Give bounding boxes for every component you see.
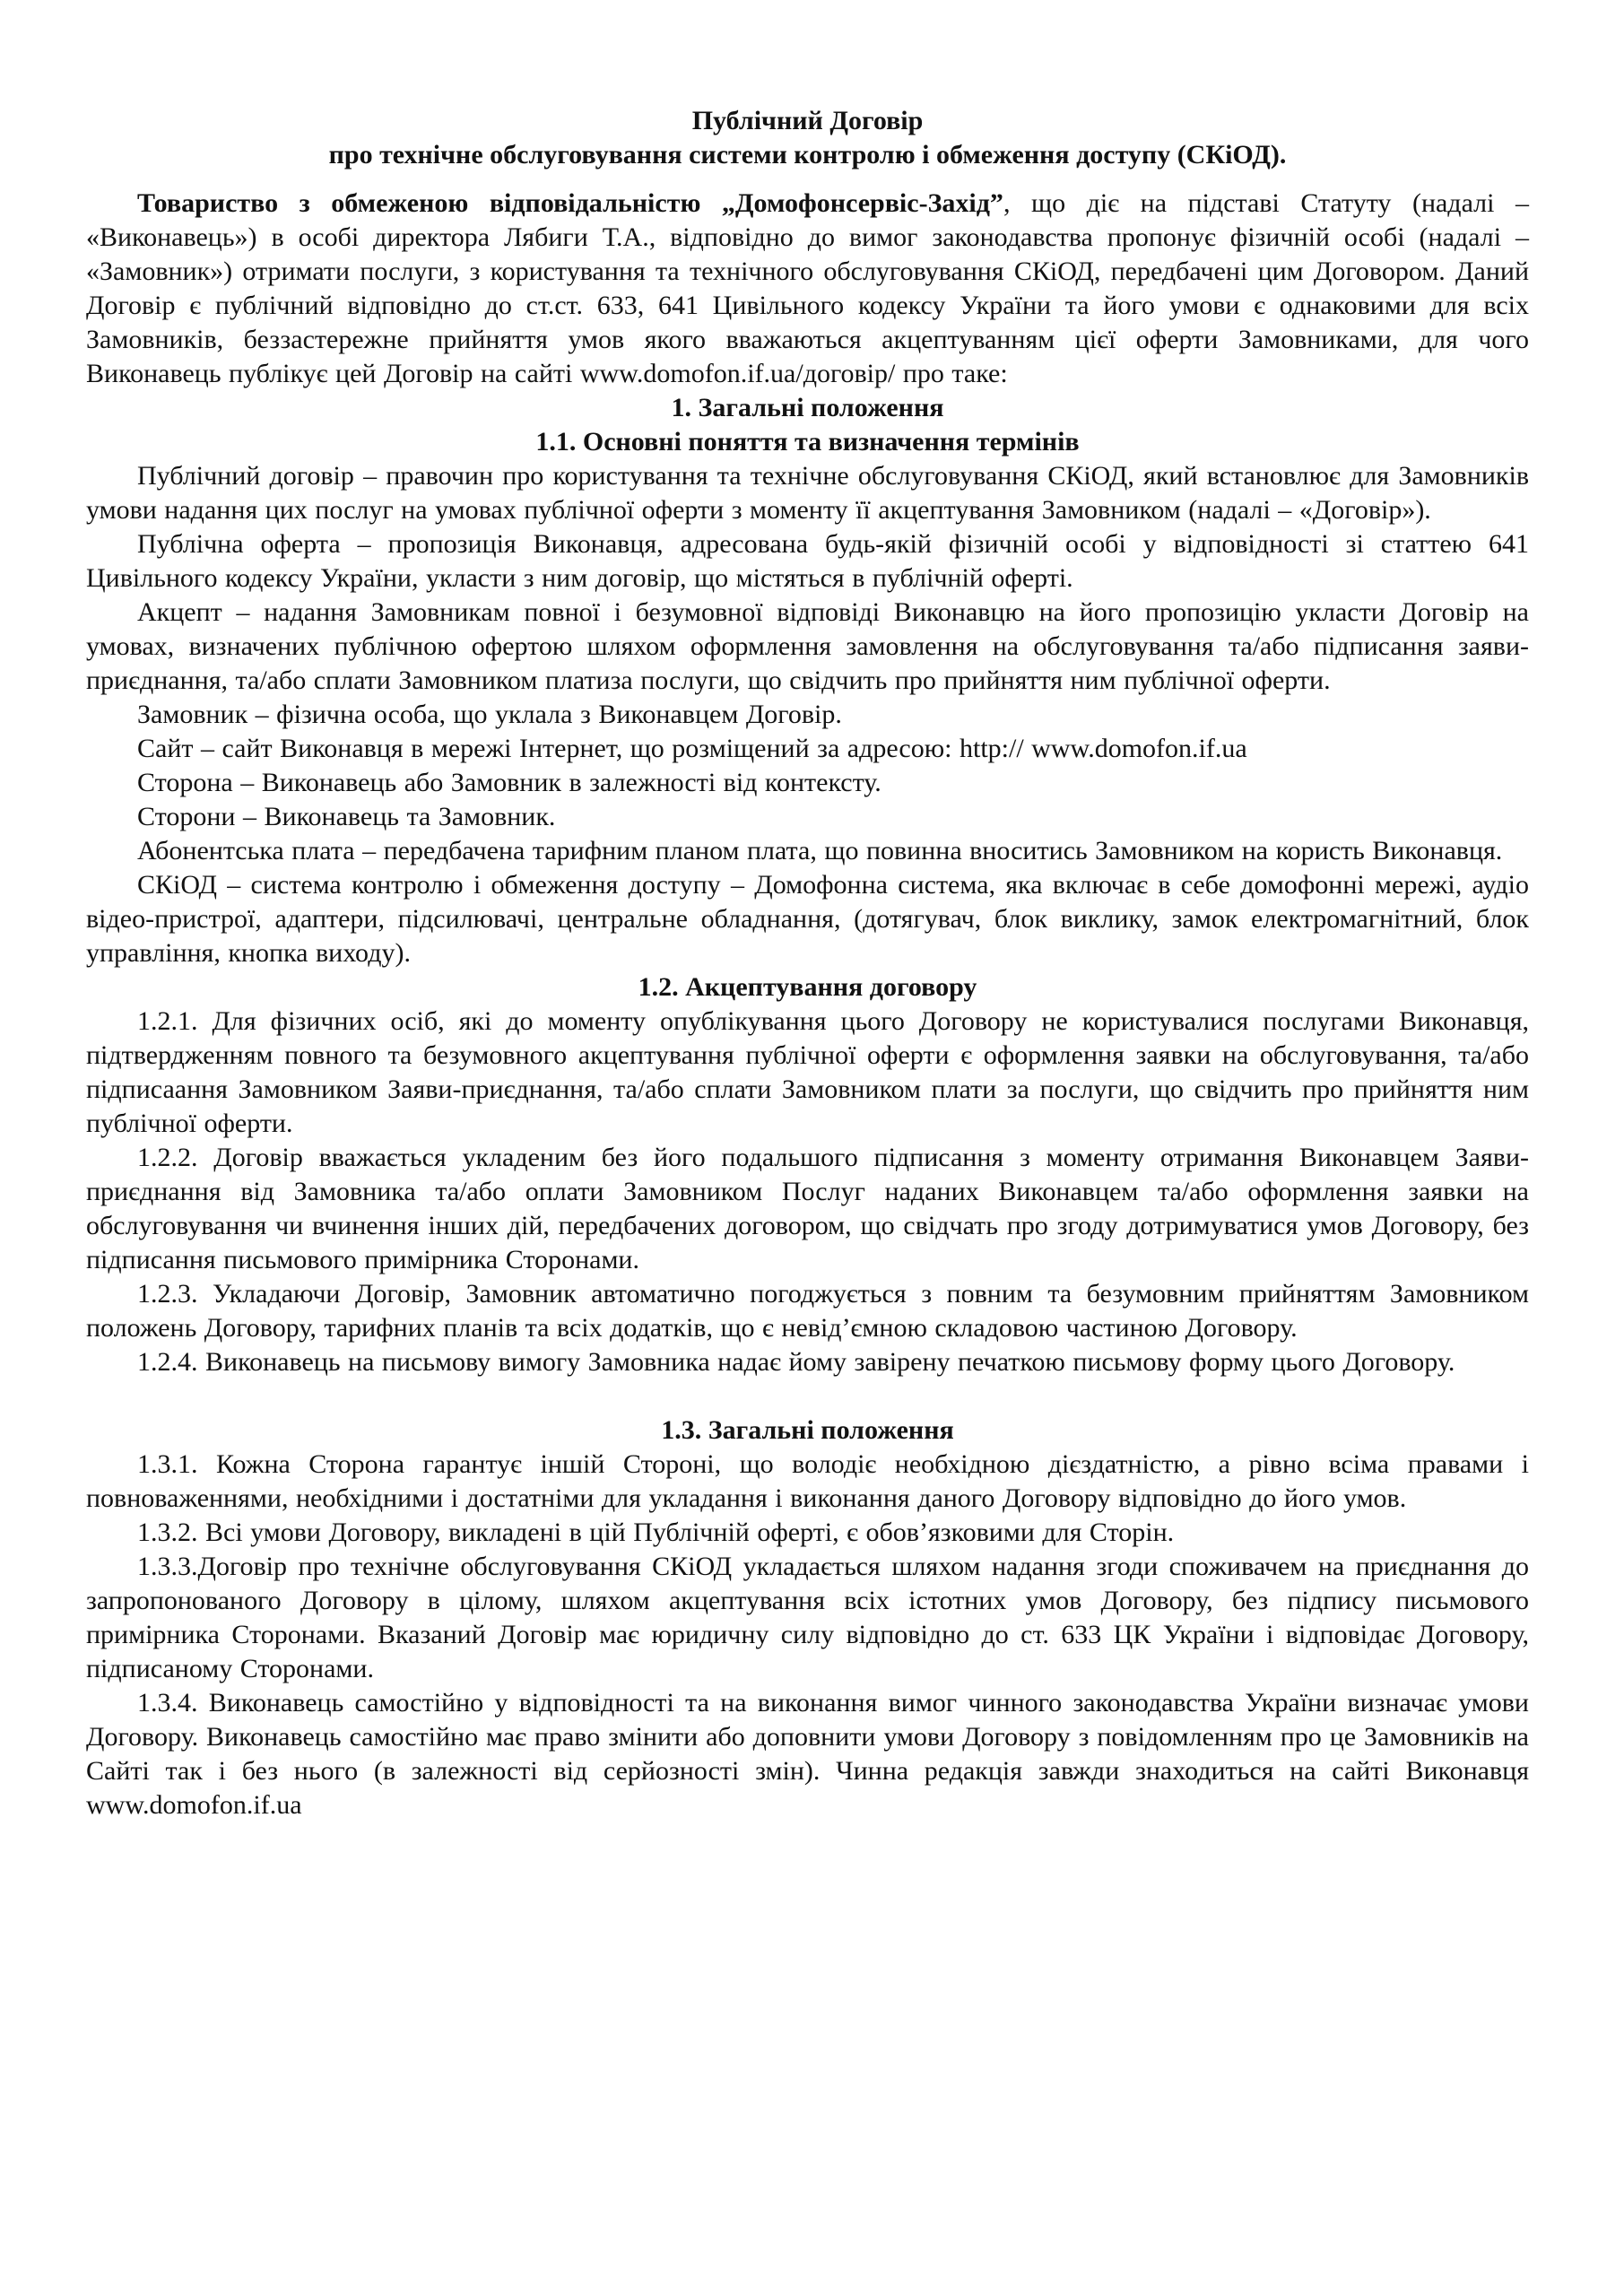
paragraph: 1.2.3. Укладаючи Договір, Замовник автоматично погоджується з повним та безумовним прийняттям Замовником положень Договору, тарифних планів та всіх додатків, що є невід’ємною складовою частиною Договору. xyxy=(86,1279,1529,1343)
paragraph: Замовник – фізична особа, що уклала з Виконавцем Договір. xyxy=(137,700,842,729)
section-heading: 1. Загальні положення xyxy=(671,393,944,422)
paragraph: 1.3.1. Кожна Сторона гарантує іншій Стороні, що володіє необхідною дієздатністю, а рівно всіма правами і повноваженнями, необхідними і достатніми для укладання і виконання даного Договору відповідно до його умов. xyxy=(86,1449,1529,1513)
paragraph: Публічна оферта – пропозиція Виконавця, адресована будь-якій фізичній особі у відповідності зі статтею 641 Цивільного кодексу України, укласти з ним договір, що містяться в публічній оферті. xyxy=(86,529,1529,593)
paragraph: Сторони – Виконавець та Замовник. xyxy=(137,802,556,831)
blank-line xyxy=(86,1379,1529,1413)
paragraph: 1.3.2. Всі умови Договору, викладені в цій Публічній оферті, є обов’язковими для Сторін. xyxy=(137,1518,1175,1547)
section-heading: 1.2. Акцептування договору xyxy=(638,972,977,1002)
paragraph xyxy=(86,187,1529,391)
paragraph-text: , що діє на підставі Статуту (надалі – «Виконавець») в особі директора Лябиги Т.А., відповідно до вимог законодавства пропонує фізичній особі (надалі – «Замовник») отримати послуги, з користування та технічного обслуговування СКіОД, передбачені цим Договором. Даний Договір є публічний відповідно до ст.ст. 633, 641 Цивільного кодексу України та його умови є однаковими для всіх Замовників, беззастережне прийняття умов якого вважаються акцептуванням цієї оферти Замовниками, для чого Виконавець публікує цей Договір на сайті www.domofon.if.ua/договір/ про таке: xyxy=(86,188,1530,388)
paragraph: 1.2.1. Для фізичних осіб, які до моменту опублікування цього Договору не користувалися послугами Виконавця, підтвердженням повного та безумовного акцептування публічної оферти є оформлення заявки на обслуговування, та/або підписаання Замовником Заяви-приєднання, та/або сплати Замовником плати за послуги, що свідчить про прийняття ним публічної оферти. xyxy=(86,1006,1529,1138)
document-body xyxy=(86,104,1529,1822)
paragraph: 1.2.2. Договір вважається укладеним без його подальшого підписання з моменту отримання Виконавцем Заяви-приєднання від Замовника та/або оплати Замовником Послуг наданих Виконавцем та/або оформлення заявки на обслуговування чи вчинення інших дій, передбачених договором, що свідчать про згоду дотримуватися умов Договору, без підписання письмового примірника Сторонами. xyxy=(86,1143,1529,1274)
paragraph: Акцепт – надання Замовникам повної і безумовної відповіді Виконавцю на його пропозицію укласти Договір на умовах, визначених публічною офертою шляхом оформлення замовлення на обслуговування та/або підписання заяви-приєднання, та/або сплати Замовником платиза послуги, що свідчить про прийняття ним публічної оферти. xyxy=(86,597,1529,695)
section-heading: 1.3. Загальні положення xyxy=(661,1415,954,1445)
company-name: Товариство з обмеженою відповідальністю „Домофонсервіс-Захід” xyxy=(137,188,1003,218)
paragraph: Публічний договір – правочин про користування та технічне обслуговування СКіОД, який встановлює для Замовників умови надання цих послуг на умовах публічної оферти з моменту її акцептування Замовником (надалі – «Договір»). xyxy=(86,461,1529,525)
section-heading: 1.1. Основні поняття та визначення термінів xyxy=(535,427,1080,457)
document-title: Публічний Договір xyxy=(691,106,924,135)
paragraph: СКіОД – система контролю і обмеження доступу – Домофонна система, яка включає в себе домофонні мережі, аудіо відео-пристрої, адаптери, підсилювачі, центральне обладнання, (дотягувач, блок виклику, замок електромагнітний, блок управління, кнопка виходу). xyxy=(86,870,1529,968)
paragraph: 1.3.4. Виконавець самостійно у відповідності та на виконання вимог чинного законодавства України визначає умови Договору. Виконавець самостійно має право змінити або доповнити умови Договору з повідомленням про це Замовників на Сайті так і без нього (в залежності від серйозності змін). Чинна редакція завжди знаходиться на сайті Виконавця www.domofon.if.ua xyxy=(86,1688,1529,1820)
document-title: про технічне обслуговування системи контролю і обмеження доступу (СКіОД). xyxy=(328,140,1287,170)
paragraph: Абонентська плата – передбачена тарифним планом плата, що повинна вноситись Замовником на користь Виконавця. xyxy=(137,836,1503,865)
paragraph: Сторона – Виконавець або Замовник в залежності від контексту. xyxy=(137,768,881,797)
paragraph: 1.2.4. Виконавець на письмову вимогу Замовника надає йому завірену печаткою письмову форму цього Договору. xyxy=(137,1347,1455,1377)
paragraph: 1.3.3.Договір про технічне обслуговування СКіОД укладається шляхом надання згоди споживачем на приєднання до запропонованого Договору в цілому, шляхом акцептування всіх істотних умов Договору, без підпису письмового примірника Сторонами. Вказаний Договір має юридичну силу відповідно до ст. 633 ЦК України і відповідає Договору, підписаному Сторонами. xyxy=(86,1552,1529,1683)
paragraph: Сайт – сайт Виконавця в мережі Інтернет, що розміщений за адресою: http:// www.domofon.if.ua xyxy=(137,734,1247,763)
